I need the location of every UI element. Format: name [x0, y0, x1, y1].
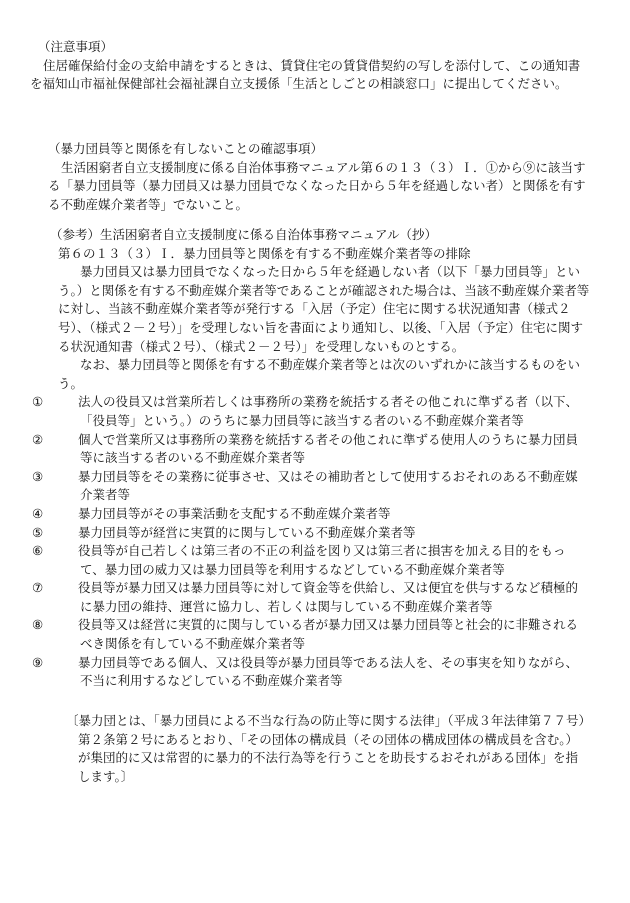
item-number: ② — [32, 431, 44, 447]
item-number: ④ — [32, 505, 44, 521]
item-text: 役員等又は経営に実質的に関与している者が暴力団又は暴力団員等と社会的に非難されるべき関係を有している不動産媒介業者等 — [78, 617, 579, 652]
footnote-section — [66, 712, 586, 786]
item-number: ① — [32, 394, 44, 410]
list-item — [32, 505, 590, 524]
confirmation-body: 生活困窮者自立支援制度に係る自治体事務マニュアル第６の１３（３）Ｉ．①から⑨に該当する「暴力団員等（暴力団員又は暴力団員でなくなった日から５年を経過しない者）と関係を有する不動産媒介業者等」でないこと。 — [48, 159, 586, 212]
reference-section-title: 第６の１３（３）Ｉ．暴力団員等と関係を有する不動産媒介業者等の排除 — [58, 245, 471, 261]
notice-heading: （注意事項） — [38, 39, 114, 54]
notice-section — [30, 38, 590, 94]
item-text: 暴力団員等をその業務に従事させ、又はその補助者として使用するおそれのある不動産媒介業者等 — [78, 468, 578, 503]
reference-list — [32, 393, 590, 691]
confirmation-section — [48, 140, 590, 214]
list-item — [32, 468, 590, 505]
list-item — [32, 616, 590, 653]
reference-paragraph-1: 暴力団員又は暴力団員でなくなった日から５年を経過しない者（以下「暴力団員等」という。）と関係を有する不動産媒介業者等であることが確認された場合は、当該不動産媒介業者等に対し、当該不動産媒介業者等が発行する「入居（予定）住宅に関する状況通知書（様式２号）、（様式２－２号）」を受理しない旨を書面により通知し、以後、「入居（予定）住宅に関する状況通知書（様式２号）、（様式２－２号）」を受理しないものとする。 — [58, 264, 590, 354]
item-text: 法人の役員又は営業所若しくは事務所の業務を統括する者その他これに準ずる者（以下、「役員等」という。）のうちに暴力団員等に該当する者のいる不動産媒介業者等 — [78, 394, 579, 428]
item-text: 役員等が自己若しくは第三者の不正の利益を図り又は第三者に損害を加える目的をもって、暴力団の威力又は暴力団員等を利用するなどしている不動産媒介業者等 — [78, 543, 566, 577]
item-number: ⑥ — [32, 543, 44, 559]
item-text: 暴力団員等が経営に実質的に関与している不動産媒介業者等 — [78, 524, 416, 540]
item-text: 暴力団員等がその事業活動を支配する不動産媒介業者等 — [78, 505, 391, 521]
list-item — [32, 654, 590, 691]
notice-body: 住居確保給付金の支給申請をするときは、賃貸住宅の賃貸借契約の写しを添付して、この通知書を福知山市福祉保健部社会福祉課自立支援係「生活としごとの相談窓口」に提出してください。 — [30, 57, 581, 92]
list-item — [32, 393, 590, 430]
item-number: ⑦ — [32, 580, 44, 596]
footnote-text: 〔暴力団とは、「暴力団員による不当な行為の防止等に関する法律」（平成３年法律第７７号）第２条第２号にあるとおり、「その団体の構成員（その団体の構成団体の構成員を含む。）が集団的に又は常習的に暴力的不法行為等を行うことを助長するおそれがある団体」を指します。〕 — [66, 713, 585, 784]
item-text: 個人で営業所又は事務所の業務を統括する者その他これに準ずる使用人のうちに暴力団員等に該当する者のいる不動産媒介業者等 — [78, 431, 579, 466]
list-item — [32, 579, 590, 616]
reference-section — [32, 226, 590, 691]
item-number: ⑧ — [32, 617, 44, 633]
list-item — [32, 542, 590, 579]
item-text: 暴力団員等である個人、又は役員等が暴力団員等である法人を、その事実を知りながら、不当に利用するなどしている不動産媒介業者等 — [78, 654, 579, 689]
item-number: ⑨ — [32, 654, 44, 670]
item-number: ③ — [32, 468, 44, 484]
item-text: 役員等が暴力団又は暴力団員等に対して資金等を供給し、又は便宜を供与するなど積極的に暴力団の維持、運営に協力し、若しくは関与している不動産媒介業者等 — [78, 580, 579, 614]
reference-paragraph-2: なお、暴力団員等と関係を有する不動産媒介業者等とは次のいずれかに該当するものをいう。 — [58, 357, 581, 391]
item-number: ⑤ — [32, 524, 44, 540]
list-item — [32, 524, 590, 543]
confirmation-heading: （暴力団員等と関係を有しないことの確認事項） — [48, 141, 324, 156]
reference-heading: （参考）生活困窮者自立支援制度に係る自治体事務マニュアル（抄） — [50, 227, 438, 242]
list-item — [32, 431, 590, 468]
